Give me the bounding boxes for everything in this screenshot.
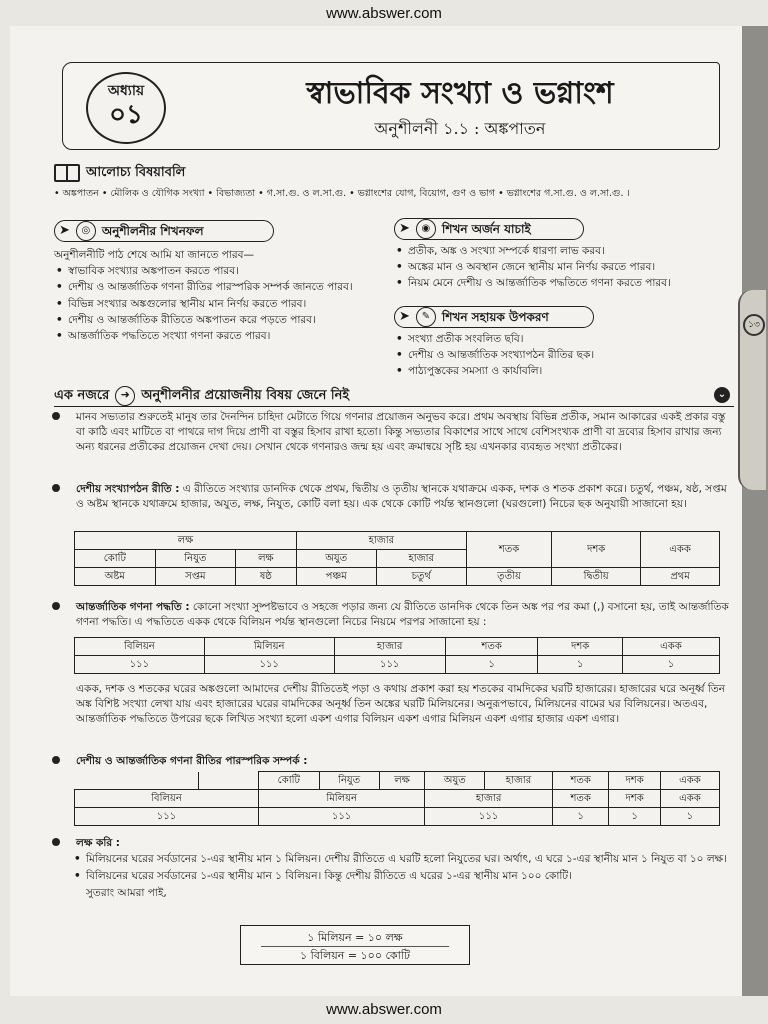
bullet-dot-icon bbox=[52, 412, 60, 420]
international-places-table bbox=[74, 637, 720, 674]
list-item: • পাঠ্যপুস্তকের সমস্যা ও কার্যাবলি। bbox=[394, 364, 734, 378]
table-cell: দশক bbox=[609, 772, 660, 790]
table-cell: একক bbox=[622, 638, 719, 656]
table-cell: চতুর্থ bbox=[376, 568, 466, 586]
list-item: • দেশীয় ও আন্তর্জাতিক রীতিতে অঙ্কপাতন করে পড়তে পারব। bbox=[54, 313, 384, 327]
formula-box bbox=[240, 925, 470, 965]
table-cell: ১ bbox=[609, 808, 660, 826]
national-system-paragraph bbox=[54, 482, 734, 512]
bottom-url[interactable]: www.abswer.com bbox=[326, 1001, 442, 1018]
outcomes-heading-text: অনুশীলনীর শিখনফল bbox=[101, 223, 204, 238]
table-cell: ১ bbox=[622, 656, 719, 674]
table-cell: লক্ষ bbox=[379, 772, 425, 790]
table-cell: সপ্তম bbox=[155, 568, 235, 586]
arrow-right-icon: ➤ bbox=[399, 309, 410, 325]
arrow-right-icon: ➤ bbox=[399, 221, 410, 237]
topics-heading-text: আলোচ্য বিষয়াবলি bbox=[86, 165, 186, 181]
list-item: • নিয়ম মেনে দেশীয় ও আন্তর্জাতিক পদ্ধতিতে গণনা করতে পারব। bbox=[394, 276, 734, 290]
table-cell: ১১১ bbox=[204, 656, 334, 674]
table-cell: শতক bbox=[552, 790, 608, 808]
table-cell: অযুত bbox=[296, 550, 376, 568]
table-cell: প্রথম bbox=[641, 568, 720, 586]
table-cell: ১১১ bbox=[75, 808, 259, 826]
chevron-down-icon: ⌄ bbox=[714, 387, 730, 403]
list-item: • অঙ্কের মান ও অবস্থান জেনে স্থানীয় মান নির্ণয় করতে পারব। bbox=[394, 260, 734, 274]
table-cell: বিলিয়ন bbox=[75, 790, 259, 808]
chapter-side-tab bbox=[738, 290, 766, 490]
explanation-paragraph-text: একক, দশক ও শতকের ঘরের অঙ্কগুলো আমাদের দেশীয় রীতিতেই পড়া ও কথায় প্রকাশ করা হয় শতকের বামদিকের ঘরটি হাজারের। হাজারের ঘরে অনূর্ধ্ব তিন অঙ্ক বিশিষ্ট সংখ্যা লেখা যায় এবং হাজারের ঘরের বামদিকের অনূর্ধ্ব তিন অঙ্কের ঘরটি মিলিয়নের। অনুরূপভাবে, মিলিয়নের বামের ঘর বিলিয়নের। অতএব, আন্তর্জাতিক পদ্ধতিতে উপরের ছকে লিখিত সংখ্যা হলো একশ এগার বিলিয়ন একশ এগার মিলিয়ন একশ এগার হাজার একশ এগার। bbox=[76, 683, 726, 725]
arrow-circle-icon: ➜ bbox=[115, 386, 135, 406]
table-cell: নিযুত bbox=[319, 772, 379, 790]
international-system-label: আন্তর্জাতিক গণনা পদ্ধতি : bbox=[76, 601, 190, 613]
table-cell-empty bbox=[75, 772, 199, 790]
table-cell: ১১১ bbox=[334, 656, 445, 674]
table-cell: হাজার bbox=[425, 790, 553, 808]
table-cell: একক bbox=[660, 790, 719, 808]
table-cell: শতক bbox=[445, 638, 538, 656]
tools-icon: ✎ bbox=[416, 307, 436, 327]
bullet-dot-icon bbox=[52, 484, 60, 492]
page-edge-shadow bbox=[742, 26, 768, 996]
target-icon: ◎ bbox=[76, 221, 96, 241]
bullet-dot-icon bbox=[52, 756, 60, 764]
table-cell: অষ্টম bbox=[75, 568, 156, 586]
bullet-dot-icon bbox=[52, 838, 60, 846]
arrow-right-icon: ➤ bbox=[59, 223, 70, 239]
list-item: • স্বাভাবিক সংখ্যার অঙ্কপাতন করতে পারব। bbox=[54, 264, 384, 278]
outcomes-list bbox=[54, 248, 384, 345]
table-cell: একক bbox=[641, 532, 720, 568]
top-url[interactable]: www.abswer.com bbox=[326, 5, 442, 22]
list-item: • প্রতীক, অঙ্ক ও সংখ্যা সম্পর্কে ধারণা লাভ করব। bbox=[394, 244, 734, 258]
international-system-body: কোনো সংখ্যা সুষ্পষ্টভাবে ও সহজে পড়ার জন্য যে রীতিতে ডানদিক থেকে তিন অঙ্ক পর পর কমা (,) বসানো হয়, তাই আন্তর্জাতিক গণনা পদ্ধতি। এ পদ্ধতিতে একক থেকে বিলিয়ন পর্যন্ত স্থানগুলো নিচের নিয়মে পরপর সাজানো হয় : bbox=[76, 601, 729, 628]
topics-heading bbox=[54, 164, 185, 182]
materials-heading-text: শিখন সহায়ক উপকরণ bbox=[441, 309, 549, 324]
book-icon bbox=[54, 164, 80, 182]
relation-label: দেশীয় ও আন্তর্জাতিক গণনা রীতির পারস্পরিক সম্পর্ক : bbox=[76, 755, 308, 767]
table-cell: ১১১ bbox=[425, 808, 553, 826]
side-tab-number: ১৩ bbox=[743, 314, 765, 336]
table-cell: নিযুত bbox=[155, 550, 235, 568]
table-cell: কোটি bbox=[75, 550, 156, 568]
table-cell: কোটি bbox=[259, 772, 320, 790]
intro-paragraph-text: মানব সভ্যতার শুরুতেই মানুষ তার দৈনন্দিন চাহিদা মেটাতে গিয়ে গণনার প্রয়োজন অনুভব করে। প্রথম অবস্থায় বিভিন্ন প্রতীক, সমান আকারের একই প্রকার বস্তু বা কাঠি এবং মাটিতে বা পাথরে দাগ দিয়ে প্রাণী বা বস্তুর হিসাব রাখা হতো। কিন্তু সভ্যতার বিকাশের সাথে সাথে বেশিসংখ্যক প্রাণী বা দ্রব্যের হিসাব রাখার জন্য অন্য ধরনের প্রতীকের প্রয়োজন দেখা দেয়। সেখান থেকে গণনারও জন্ম হয় এবং ক্রমান্বয়ে সৃষ্টি হয় এখনকার ব্যবহৃত সংখ্যা প্রতীকের। bbox=[76, 411, 726, 453]
list-item: • আন্তর্জাতিক পদ্ধতিতে সংখ্যা গণনা করতে পারব। bbox=[54, 329, 384, 343]
table-cell: দ্বিতীয় bbox=[552, 568, 641, 586]
table-cell: অযুত bbox=[425, 772, 485, 790]
table-cell: তৃতীয় bbox=[466, 568, 551, 586]
chapter-label: অধ্যায় bbox=[107, 83, 145, 99]
table-cell: শতক bbox=[552, 772, 608, 790]
list-item: • বিলিয়নের ঘরের সর্বডানের ১-এর স্থানীয় মান ১ বিলিয়ন। কিন্তু দেশীয় রীতিতে এ ঘরের ১-এর স্থানীয় মান ১০০ কোটি। bbox=[72, 869, 732, 884]
table-header-lakh-group: লক্ষ bbox=[75, 532, 297, 550]
note-list bbox=[72, 852, 732, 903]
list-item: • সংখ্যা প্রতীক সংবলিত ছবি। bbox=[394, 332, 734, 346]
table-cell-empty bbox=[199, 772, 259, 790]
list-item: • দেশীয় ও আন্তর্জাতিক গণনা রীতির পারস্পরিক সম্পর্ক জানতে পারব। bbox=[54, 280, 384, 294]
page-subtitle: অনুশীলনী ১.১ : অঙ্কপাতন bbox=[374, 119, 546, 138]
list-item: • বিভিন্ন সংখ্যার অঙ্কগুলোর স্থানীয় মান নির্ণয় করতে পারব। bbox=[54, 297, 384, 311]
table-cell: মিলিয়ন bbox=[259, 790, 425, 808]
table-cell: ১ bbox=[552, 808, 608, 826]
table-cell: দশক bbox=[552, 532, 641, 568]
table-cell: ষষ্ঠ bbox=[235, 568, 296, 586]
table-cell: শতক bbox=[466, 532, 551, 568]
table-cell: ১ bbox=[538, 656, 622, 674]
table-cell: লক্ষ bbox=[235, 550, 296, 568]
glance-heading-text: অনুশীলনীর প্রয়োজনীয় বিষয় জেনে নিই bbox=[141, 387, 350, 403]
note-heading: লক্ষ করি : bbox=[76, 837, 120, 849]
national-system-text bbox=[54, 482, 734, 512]
explanation-paragraph bbox=[64, 682, 734, 727]
bullet-dot-icon bbox=[52, 602, 60, 610]
list-item: • দেশীয় ও আন্তর্জাতিক সংখ্যাপঠন রীতির ছক। bbox=[394, 348, 734, 362]
materials-heading bbox=[394, 306, 594, 328]
glance-prefix: এক নজরে bbox=[54, 387, 110, 403]
table-cell: ১১১ bbox=[259, 808, 425, 826]
table-cell: ১১১ bbox=[75, 656, 205, 674]
list-item: • মিলিয়নের ঘরের সর্বডানের ১-এর স্থানীয় মান ১ মিলিয়ন। দেশীয় রীতিতে এ ঘরটি হলো নিযুতের ঘর। অর্থাৎ, এ ঘরে ১-এর স্থানীয় মান ১ নিযুত বা ১০ লক্ষ। bbox=[72, 852, 732, 867]
table-cell: হাজার bbox=[334, 638, 445, 656]
outcomes-intro: অনুশীলনীটি পাঠ শেষে আমি যা জানতে পারব— bbox=[54, 249, 254, 261]
national-system-label: দেশীয় সংখ্যাপঠন রীতি : bbox=[76, 483, 180, 495]
chapter-badge bbox=[86, 72, 166, 144]
table-cell: হাজার bbox=[485, 772, 553, 790]
table-cell: বিলিয়ন bbox=[75, 638, 205, 656]
relation-table bbox=[74, 771, 720, 826]
table-cell: দশক bbox=[538, 638, 622, 656]
materials-list bbox=[394, 332, 734, 381]
formula-line: ১ বিলিয়ন = ১০০ কোটি bbox=[300, 949, 410, 962]
table-cell: মিলিয়ন bbox=[204, 638, 334, 656]
note-conclusion: সুতরাং আমরা পাই, bbox=[86, 886, 167, 899]
assessment-list bbox=[394, 244, 734, 293]
table-cell: একক bbox=[660, 772, 719, 790]
topics-list: • অঙ্কপাতন • মৌলিক ও যৌগিক সংখ্যা • বিভাজ্যতা • গ.সা.গু. ও ল.সা.গু. • ভগ্নাংশের যোগ, বিয়োগ, গুণ ও ভাগ • ভগ্নাংশের গ.সা.গু. ও ল.সা.গু. । bbox=[54, 188, 630, 199]
relation-paragraph bbox=[54, 754, 734, 769]
page-title: স্বাভাবিক সংখ্যা ও ভগ্নাংশ bbox=[306, 76, 614, 111]
dart-icon: ◉ bbox=[416, 219, 436, 239]
table-cell: ১ bbox=[445, 656, 538, 674]
intro-paragraph bbox=[54, 410, 734, 455]
note-section bbox=[54, 836, 734, 851]
international-system-paragraph bbox=[54, 600, 734, 630]
table-cell: ১ bbox=[660, 808, 719, 826]
table-header-hajar-group: হাজার bbox=[296, 532, 466, 550]
chapter-number: ০১ bbox=[109, 99, 143, 130]
assessment-heading-text: শিখন অর্জন যাচাই bbox=[441, 221, 531, 236]
formula-line: ১ মিলিয়ন = ১০ লক্ষ bbox=[261, 929, 449, 947]
table-cell: দশক bbox=[609, 790, 660, 808]
table-cell: পঞ্চম bbox=[296, 568, 376, 586]
table-cell: হাজার bbox=[376, 550, 466, 568]
international-system-text bbox=[54, 600, 734, 630]
national-places-table bbox=[74, 531, 720, 586]
outcomes-heading bbox=[54, 220, 274, 242]
glance-heading bbox=[54, 385, 734, 407]
national-system-body: এ রীতিতে সংখ্যার ডানদিক থেকে প্রথম, দ্বিতীয় ও তৃতীয় স্থানকে যথাক্রমে একক, দশক ও শতক প্রকাশ করে। চতুর্থ, পঞ্চম, ষষ্ঠ, সপ্তম ও অষ্টম স্থানকে যথাক্রমে হাজার, অযুত, লক্ষ, নিযুত, কোটি বলা হয়। এক থেকে কোটি পর্যন্ত স্থানগুলো (ঘরগুলো) নিচের ছক অনুযায়ী সাজানো হয়। bbox=[76, 483, 727, 510]
assessment-heading bbox=[394, 218, 584, 240]
